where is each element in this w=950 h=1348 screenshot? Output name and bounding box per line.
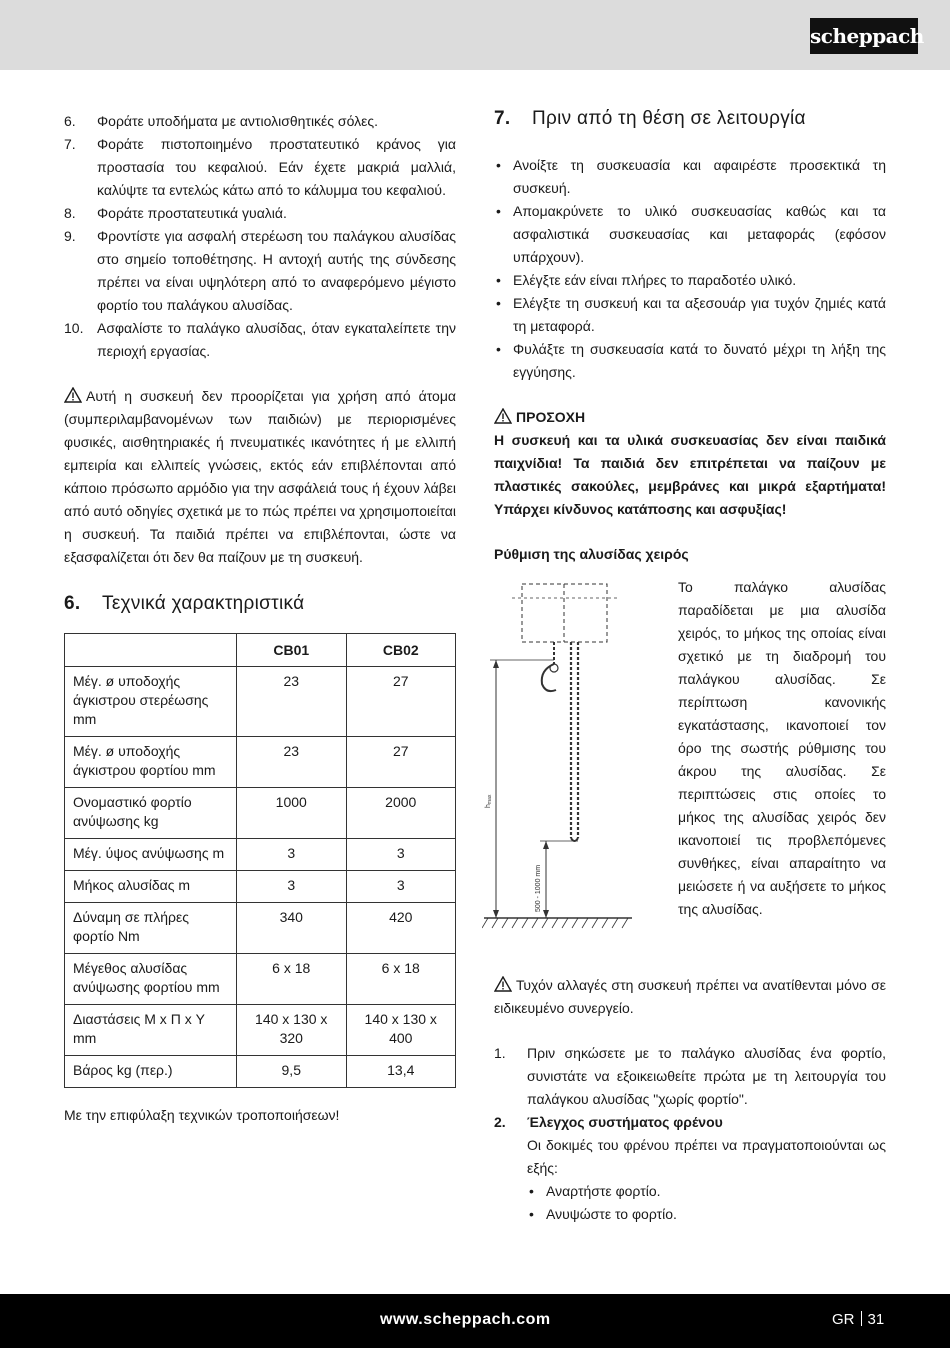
brand-logo: scheppach xyxy=(810,18,918,54)
chain-hoist-diagram xyxy=(482,576,657,956)
table-row: Μέγ. ύψος ανύψωσης m 3 3 xyxy=(65,839,456,871)
section-6-heading: 6. Τεχνικά χαρακτηριστικά xyxy=(64,593,305,614)
list-item: 8. Φοράτε προστατευτικά γυαλιά. xyxy=(64,205,287,221)
caution-text: Η συσκευή και τα υλικά συσκευασίας δεν είναι παιδικά παιχνίδια! Τα παιδιά δεν επιτρέπεται να παίζουν με πλαστικές σακούλες, μεμβράνες και μικρά εξαρτήματα! Υπάρχει κίνδυνος κατάποσης και ασφυξίας! xyxy=(494,432,886,517)
right-column xyxy=(485,106,886,1226)
list-item: 2. Έλεγχος συστήματος φρένου Οι δοκιμές του φρένου πρέπει να πραγματοποιούνται ως εξής: • Αναρτήστε φορτίο. • Ανυψώστε το φορτίο. xyxy=(494,1111,886,1226)
unpacking-list xyxy=(494,154,886,384)
list-item: 7. Φοράτε πιστοποιημένο προστατευτικό κράνος για προστασία του κεφαλιού. Εάν έχετε μακριά μαλλιά, καλύψτε τα εντελώς κάτω από το κάλυμμα του κεφαλιού. xyxy=(64,136,456,198)
chain-end-distance-label: 500 - 1000 mm xyxy=(535,864,542,912)
chain-adjustment-text: Το παλάγκο αλυσίδας παραδίδεται με μια αλυσίδα χειρός, το μήκος της οποίας είναι σχετικό με τη διαδρομή του παλάγκου αλυσίδας. Σε περίπτωση κανονικής εγκατάστασης, ικανοποιεί τον όρο της σωστής ρύθμισης του άκρου της αλυσίδας. Σε περιπτώσεις στις οποίες το μήκος της αλυσίδας χειρός δεν ικανοποιεί τις προβλεπόμενες συνθήκες, είναι απαραίτητο να μειώσετε ή να αυξήσετε το μήκος της αλυσίδας. xyxy=(678,579,886,917)
list-item: 6. Φοράτε υποδήματα με αντιολισθητικές σόλες. xyxy=(64,113,378,129)
table-row: Ονομαστικό φορτίο ανύψωσης kg 1000 2000 xyxy=(65,788,456,839)
list-item: • Ανοίξτε τη συσκευασία και αφαιρέστε προσεκτικά τη συσκευή. xyxy=(494,154,886,200)
table-row: Μέγ. ø υποδοχής άγκιστρου στερέωσης mm 23 27 xyxy=(65,667,456,737)
brake-check-title: Έλεγχος συστήματος φρένου xyxy=(527,1114,723,1130)
spec-table xyxy=(64,633,456,1088)
table-row: Δύναμη σε πλήρες φορτίο Nm 340 420 xyxy=(65,903,456,954)
table-header-cb01: CB01 xyxy=(237,634,347,667)
list-item: 9. Φροντίστε για ασφαλή στερέωση του παλάγκου αλυσίδας στο σημείο τοποθέτησης. Η αντοχή αυτής της σύνδεσης πρέπει να είναι υψηλότερη από το αναφερόμενο μέγιστο φορτίο του παλάγκου αλυσίδας. xyxy=(64,228,456,313)
warning-paragraph: Αυτή η συσκευή δεν προορίζεται για χρήση από άτομα (συμπεριλαμβανομένων των παιδιών) με περιορισμένες φυσικές, αισθητηριακές ή πνευματικές ικανότητες ή με ελλιπή εμπειρία και ελλιπείς γνώσεις, εκτός εάν επιβλέπονται από κάποιο πρόσωπο αρμόδιο για την ασφάλειά τους ή έχουν λάβει από αυτό οδηγίες σχετικά με το πώς πρέπει να χρησιμοποιείται η συσκευή. Τα παιδιά πρέπει να επιβλέπονται, ώστε να εξασφαλίζεται ότι δεν θα παίζουν με τη συσκευή. xyxy=(64,388,456,565)
list-item: • Αναρτήστε φορτίο. xyxy=(527,1180,886,1203)
list-item: 1. Πριν σηκώσετε με το παλάγκο αλυσίδας ένα φορτίο, συνιστάτε να εξοικειωθείτε πρώτα με τη λειτουργία του παλάγκου αλυσίδας "χωρίς φορτίο". xyxy=(494,1045,886,1107)
table-header-row xyxy=(65,634,456,667)
warning-triangle-icon xyxy=(494,408,512,424)
list-item: • Ελέγξτε εάν είναι πλήρες το παραδοτέο υλικό. xyxy=(494,269,886,292)
table-row: Διαστάσεις Μ x Π x Υ mm 140 x 130 x 320 140 x 130 x 400 xyxy=(65,1005,456,1056)
operation-steps xyxy=(494,1042,886,1226)
left-column xyxy=(64,110,456,1127)
header-bar xyxy=(0,0,950,70)
workshop-note: Τυχόν αλλαγές στη συσκευή πρέπει να ανατίθενται μόνο σε ειδικευμένο συνεργείο. xyxy=(494,977,886,1016)
table-header-cb02: CB02 xyxy=(346,634,456,667)
chain-figure-block xyxy=(485,576,886,956)
table-header-empty xyxy=(65,634,237,667)
footer-bar xyxy=(0,1294,950,1348)
safety-list xyxy=(64,110,456,363)
table-row: Βάρος kg (περ.) 9,5 13,4 xyxy=(65,1056,456,1088)
section-7-heading: 7. Πριν από τη θέση σε λειτουργία xyxy=(494,108,806,129)
caution-title: ΠΡΟΣΟΧΗ xyxy=(494,406,886,429)
list-item: 10. Ασφαλίστε το παλάγκο αλυσίδας, όταν εγκαταλείπετε την περιοχή εργασίας. xyxy=(64,320,456,359)
warning-triangle-icon xyxy=(494,976,512,992)
list-item: • Ανυψώστε το φορτίο. xyxy=(527,1203,886,1226)
brake-check-list xyxy=(527,1180,886,1226)
table-row: Μέγ. ø υποδοχής άγκιστρου φορτίου mm 23 27 xyxy=(65,737,456,788)
warning-triangle-icon xyxy=(64,387,82,403)
list-item: • Φυλάξτε τη συσκευασία κατά το δυνατό μέχρι τη λήξη της εγγύησης. xyxy=(494,338,886,384)
list-item: • Ελέγξτε τη συσκευή και τα αξεσουάρ για τυχόν ζημιές κατά τη μεταφορά. xyxy=(494,292,886,338)
page-number: GR 31 xyxy=(832,1311,885,1328)
hmax-label: hmax xyxy=(485,794,493,808)
list-item: • Απομακρύνετε το υλικό συσκευασίας καθώς και τα ασφαλιστικά συσκευασίας και μεταφοράς (εφόσον υπάρχουν). xyxy=(494,200,886,269)
table-row: Μέγεθος αλυσίδας ανύψωσης φορτίου mm 6 x 18 6 x 18 xyxy=(65,954,456,1005)
chain-adjustment-heading: Ρύθμιση της αλυσίδας χειρός xyxy=(494,546,689,562)
table-row: Μήκος αλυσίδας m 3 3 xyxy=(65,871,456,903)
website-url: www.scheppach.com xyxy=(380,1311,551,1328)
technical-reservation-note: Με την επιφύλαξη τεχνικών τροποποιήσεων! xyxy=(64,1107,340,1123)
